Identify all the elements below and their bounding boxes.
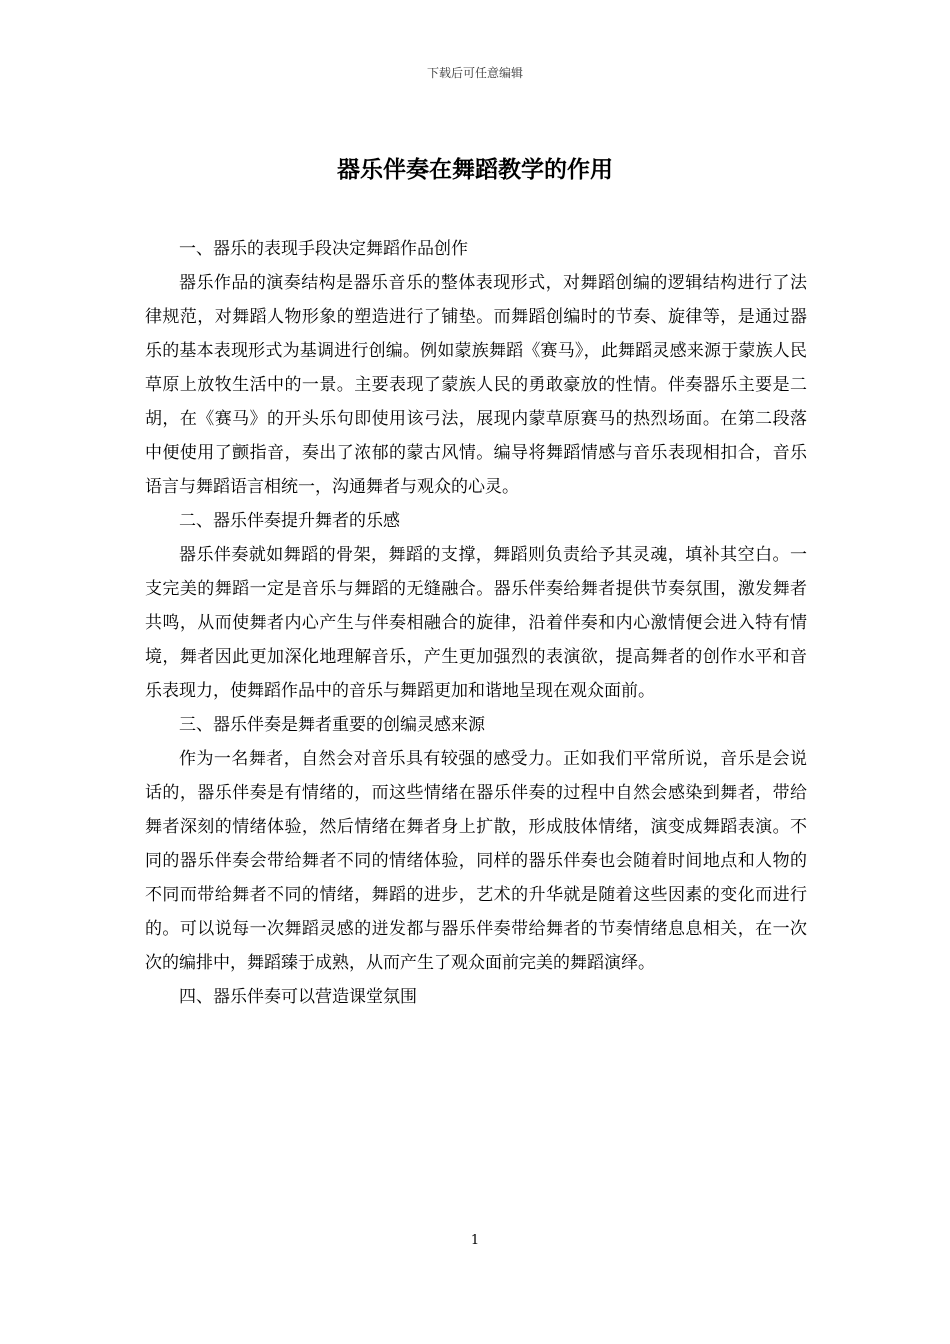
section-heading-3: 三、器乐伴奏是舞者重要的创编灵感来源: [179, 715, 485, 735]
page-number: 1: [470, 1233, 480, 1248]
section-heading-1: 一、器乐的表现手段决定舞蹈作品创作: [179, 239, 468, 259]
section-heading-4: 四、器乐伴奏可以营造课堂氛围: [179, 987, 417, 1007]
section-paragraph-1: 器乐作品的演奏结构是器乐音乐的整体表现形式，对舞蹈创编的逻辑结构进行了法律规范，对舞蹈人物形象的塑造进行了铺垫。而舞蹈创编时的节奏、旋律等，是通过器乐的基本表现形式为基调进行创编。例如蒙族舞蹈《赛马》，此舞蹈灵感来源于蒙族人民草原上放牧生活中的一景。主要表现了蒙族人民的勇敢豪放的性情。伴奏器乐主要是二胡，在《赛马》的开头乐句即使用该弓法，展现内蒙草原赛马的热烈场面。在第二段落中便使用了颤指音，奏出了浓郁的蒙古风情。编导将舞蹈情感与音乐表现相扣合，音乐语言与舞蹈语言相统一，沟通舞者与观众的心灵。: [145, 273, 807, 497]
page-header: 下载后可任意编辑: [426, 66, 523, 80]
document-body: [145, 232, 807, 1014]
section-paragraph-2: 器乐伴奏就如舞蹈的骨架，舞蹈的支撑，舞蹈则负责给予其灵魂，填补其空白。一支完美的舞蹈一定是音乐与舞蹈的无缝融合。器乐伴奏给舞者提供节奏氛围，激发舞者共鸣，从而使舞者内心产生与伴奏相融合的旋律，沿着伴奏和内心激情便会进入特有情境，舞者因此更加深化地理解音乐，产生更加强烈的表演欲，提高舞者的创作水平和音乐表现力，使舞蹈作品中的音乐与舞蹈更加和谐地呈现在观众面前。: [145, 545, 807, 701]
document-title: 器乐伴奏在舞蹈教学的作用: [337, 156, 613, 183]
section-paragraph-3: 作为一名舞者，自然会对音乐具有较强的感受力。正如我们平常所说，音乐是会说话的，器乐伴奏是有情绪的，而这些情绪在器乐伴奏的过程中自然会感染到舞者，带给舞者深刻的情绪体验，然后情绪在舞者身上扩散，形成肢体情绪，演变成舞蹈表演。不同的器乐伴奏会带给舞者不同的情绪体验，同样的器乐伴奏也会随着时间地点和人物的不同而带给舞者不同的情绪，舞蹈的进步，艺术的升华就是随着这些因素的变化而进行的。可以说每一次舞蹈灵感的迸发都与器乐伴奏带给舞者的节奏情绪息息相关，在一次次的编排中，舞蹈臻于成熟，从而产生了观众面前完美的舞蹈演绎。: [145, 749, 807, 973]
section-heading-2: 二、器乐伴奏提升舞者的乐感: [179, 511, 400, 531]
